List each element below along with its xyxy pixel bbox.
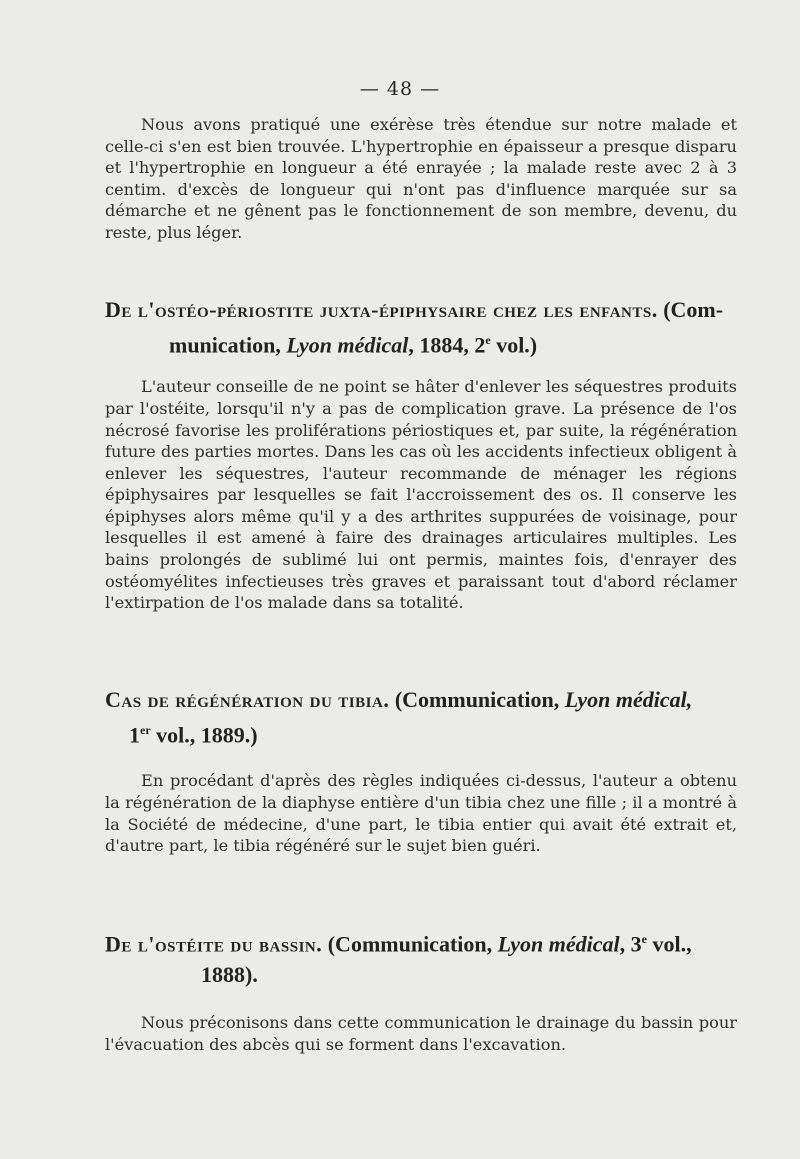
title-line-2 (105, 715, 737, 750)
section3-body-text: Nous préconisons dans cette communication le drainage du bassin pour l'évacuation des abcès qui se forment dans l'excavation. (105, 1013, 737, 1054)
title-smallcaps: De l'ostéite du bassin. (105, 931, 323, 957)
title-smallcaps: De l'ostéo-périostite juxta-épiphysaire chez les enfants. (105, 297, 658, 322)
title-communication: (Com- (663, 297, 724, 322)
section-body-osteite-bassin (105, 1012, 737, 1055)
section-title-osteo-periostite (105, 294, 737, 360)
intro-paragraph-block (105, 114, 737, 244)
page-number: — 48 — (359, 78, 441, 100)
section-osteite-bassin (105, 924, 737, 1056)
title-b: , 3 (619, 931, 642, 957)
title-line-2 (105, 325, 737, 360)
section-title-regeneration-tibia (105, 684, 737, 750)
section-title-osteite-bassin (105, 924, 737, 990)
intro-paragraph (105, 114, 737, 244)
title-communication: (Communication, (389, 687, 565, 712)
title-smallcaps: Cas de régénération du tibia. (105, 687, 390, 712)
title-line-2: 1888). (201, 962, 258, 988)
section-body-osteo-periostite (105, 376, 737, 614)
title-line2-a: munication, (169, 332, 287, 358)
title-communication: (Communication, (322, 931, 498, 957)
section-regeneration-tibia (105, 684, 737, 857)
journal-name: Lyon médical (286, 332, 409, 358)
title-sup: e (485, 333, 491, 347)
section1-body-text: L'auteur conseille de ne point se hâter d'enlever les séquestres produits par l'ostéite, lorsqu'il n'y a pas de complication grave. La présence de l'os nécrosé favorise les proliférations périostiques et, par suite, la régénération future des parties mortes. Dans les cas où les accidents infectieux obligent à enlever les séquestres, l'auteur recommande de ménager les régions épiphysaires par lesquelles se fait l'accroissement des os. Il conserve les épiphyses alors même qu'il y a des arthrites suppurées de voisinage, pour lesquelles il est amené à faire des drainages articulaires multiples. Les bains prolongés de sublimé lui ont permis, maintes fois, d'enrayer des ostéomyélites infectieuses très graves et paraissant tout d'abord réclamer l'extirpation de l'os malade dans sa totalité. (105, 377, 737, 613)
section2-body-text: En procédant d'après des règles indiquées ci-dessus, l'auteur a obtenu la régénération de la diaphyse entière d'un tibia chez une fille ; il a montré à la Société de médecine, d'une part, le tibia entier qui avait été extrait et, d'autre part, le tibia régénéré sur le sujet bien guéri. (105, 771, 737, 856)
title-line2-b: , 1884, 2 (408, 332, 486, 358)
title-sup: e (641, 932, 647, 946)
section-body-regeneration-tibia (105, 770, 737, 856)
title-line2-a: 1 (129, 722, 140, 748)
section-osteo-periostite (105, 294, 737, 614)
journal-name: Lyon médical, (564, 687, 693, 712)
journal-name: Lyon médical (497, 931, 620, 957)
title-line2-c: vol.) (490, 332, 538, 358)
title-c: vol., (646, 931, 692, 957)
intro-text: Nous avons pratiqué une exérèse très étendue sur notre malade et celle-ci s'en est bien trouvée. L'hypertrophie en épaisseur a presque disparu et l'hypertrophie en longueur a été enrayée ; la malade reste avec 2 à 3 centim. d'excès de longueur qui n'ont pas d'influence marquée sur sa démarche et ne gênent pas le fonctionnement de son membre, devenu, du reste, plus léger. (105, 115, 737, 242)
title-sup: er (140, 723, 151, 737)
title-line2-b: vol., 1889.) (150, 722, 258, 748)
